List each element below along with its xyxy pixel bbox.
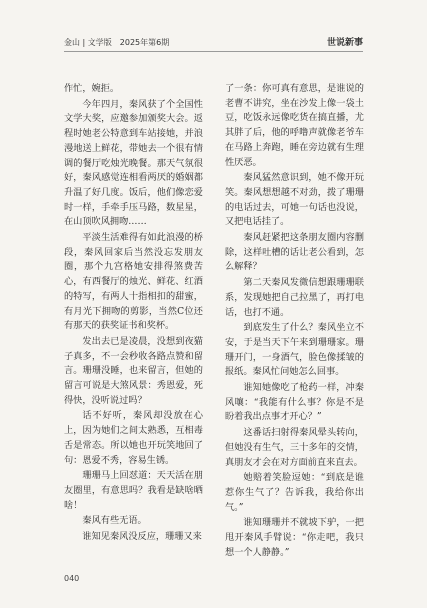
paragraph: 话不好听，秦风却没放在心上，因为她们之间太熟悉，互相毒舌是常态。所以她也开玩笑地回了句：恩爱不秀，容易生锈。 [64,410,203,466]
paragraph: 秦风猛然意识到，她不像开玩笑。秦风想想越不对劲，拨了珊珊的电话过去，可她一句话也没说，又把电话挂了。 [225,172,364,228]
paragraph: 到底发生了什么？秦风坐立不安，于是当天下午来到珊珊家。珊珊开门，一身酒气，脸色像揉皱的报纸。秦风忙问她怎么回事。 [225,322,364,378]
paragraph: 平淡生活难得有如此浪漫的桥段，秦风回家后当然没忘发朋友圈，那个九宫格她安排得煞费苦心，有西餐厅的烛光、鲜花、红酒的特写，有两人十指相扣的甜蜜，有月光下拥吻的剪影，当然C位还有那天的获奖证书和奖杯。 [64,232,203,332]
journal-issue-label: 金山 | 文学版 2025年第6期 [64,38,170,47]
paragraph: 秦风有些无语。 [82,515,147,527]
paragraph: 这番话扫射得秦风晕头转向，但她没有生气，三十多年的交情，真朋友才会在对方面前直来直去。 [225,427,364,468]
paragraph: 珊珊马上回怼道：天天活在朋友圈里，有意思吗？我看是缺啥晒啥！ [64,470,203,511]
paragraph: 她赔着笑脸逗她：“到底是谁惹你生气了？告诉我，我给你出气。” [225,472,364,513]
running-header [64,30,363,52]
paragraph: 发出去已是凌晨，没想到夜猫子真多，不一会秒收各路点赞和留言。珊珊没睡，也来留言，但她的留言可说是大煞风景：秀恩爱，死得快，没听说过吗？ [64,335,203,406]
text-column-left [64,82,203,557]
column-title: 世说新事 [326,38,363,48]
article-body [64,82,364,557]
text-column-right [225,82,364,557]
paragraph: 秦风赶紧把这条朋友圈内容删除，这样吐槽的话让老公看到，怎么解释？ [225,232,364,273]
paragraph: 谁知见秦风没反应，珊珊又来 [82,531,202,543]
paragraph: 谁知珊珊并不就坡下驴，一把甩开秦风手臂说：“你走吧，我只想一个人静静。” [225,517,364,557]
paragraph: 第二天秦风发微信想跟珊珊联系，发现她把自己拉黑了，再打电话，也打不通。 [225,277,364,318]
paragraph: 作忙，婉拒。 [64,83,120,94]
paragraph: 今年四月，秦风获了个全国性文学大奖，应邀参加颁奖大会。返程时她老公特意到车站接她，并浪漫地送上鲜花，带她去一个很有情调的餐厅吃烛光晚餐。那天气氛很好，秦风感觉连相看两厌的婚姻都升温了好几度。饭后，他们像恋爱时一样，手牵手压马路，数星星，在山顶吹风拥吻…… [64,98,203,228]
paragraph: 谁知她像吃了枪药一样，冲秦风嚷：“我能有什么事？你是不是盼着我出点事才开心？” [225,382,364,423]
paragraph: 了一条：你可真有意思，是谁说的老曹不讲究，坐在沙发上像一袋土豆，吃饭永远像吃货在搞直播，尤其胖了后，他的呼噜声就像老爷车在马路上奔跑，睡在旁边就有生理性厌恶。 [225,83,364,168]
page-number: 040 [64,574,80,583]
